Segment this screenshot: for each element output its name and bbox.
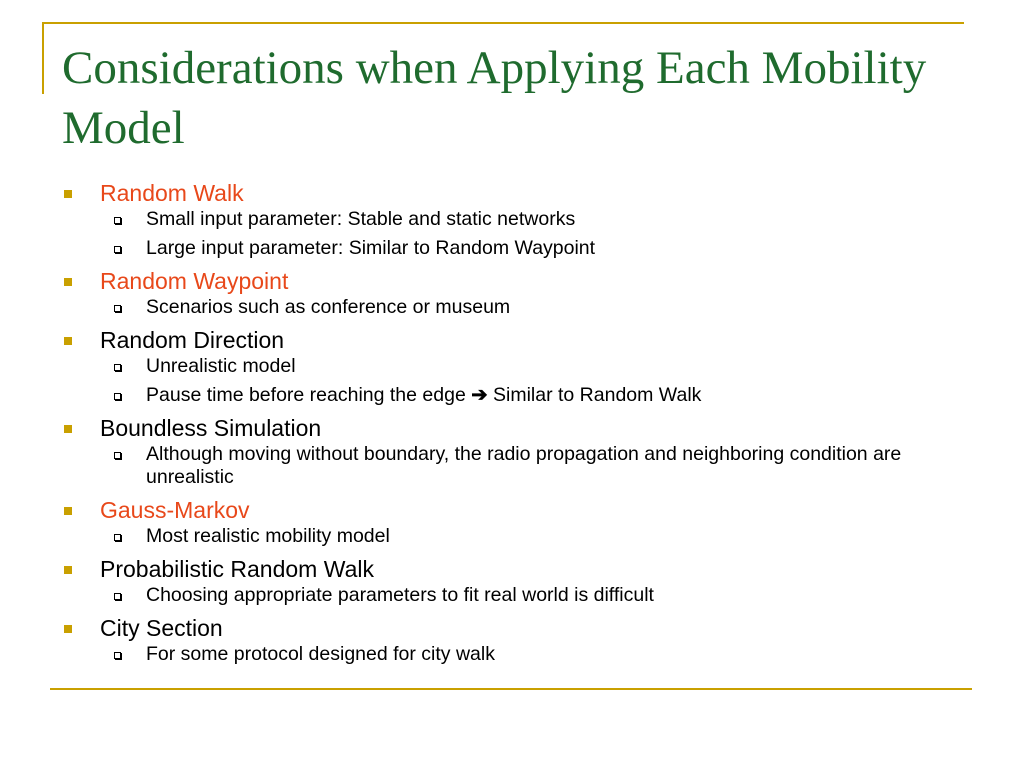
bullet-label: Boundless Simulation	[100, 415, 322, 441]
right-arrow-icon: ➔	[471, 384, 488, 406]
list-item	[62, 178, 982, 260]
sub-bullet-text: Pause time before reaching the edge	[146, 384, 466, 406]
sub-bullet-item	[62, 443, 982, 489]
bullet-list	[62, 178, 982, 672]
hollow-square-bullet-icon	[114, 246, 121, 253]
hollow-square-bullet-icon	[114, 652, 121, 659]
hollow-square-bullet-icon	[114, 534, 121, 541]
sub-bullet-item	[62, 384, 982, 407]
hollow-square-bullet-icon	[114, 217, 121, 224]
sub-bullet-text: Scenarios such as conference or museum	[146, 296, 511, 318]
hollow-square-bullet-icon	[114, 305, 121, 312]
square-bullet-icon	[64, 507, 72, 515]
top-rule	[42, 22, 964, 24]
list-item	[62, 266, 982, 319]
sub-bullet-item	[62, 584, 982, 607]
square-bullet-icon	[64, 337, 72, 345]
bullet-label: Random Waypoint	[100, 268, 289, 294]
hollow-square-bullet-icon	[114, 452, 121, 459]
bottom-rule	[50, 688, 972, 690]
sub-bullet-item	[62, 237, 982, 260]
list-item	[62, 325, 982, 407]
hollow-square-bullet-icon	[114, 593, 121, 600]
left-rule	[42, 22, 44, 94]
bullet-item	[62, 266, 982, 296]
square-bullet-icon	[64, 566, 72, 574]
bullet-label: Gauss-Markov	[100, 497, 250, 523]
sub-bullet-item	[62, 208, 982, 231]
hollow-square-bullet-icon	[114, 393, 121, 400]
bullet-item	[62, 413, 982, 443]
bullet-label: Random Walk	[100, 180, 244, 206]
sub-bullet-text: Large input parameter: Similar to Random Waypoint	[146, 237, 596, 259]
sub-bullet-text: For some protocol designed for city walk	[146, 643, 495, 665]
slide-title: Considerations when Applying Each Mobility Model	[62, 42, 927, 154]
sub-bullet-text: Unrealistic model	[146, 355, 296, 377]
sub-bullet-text: Choosing appropriate parameters to fit real world is difficult	[146, 584, 654, 606]
sub-bullet-text: Most realistic mobility model	[146, 525, 390, 547]
bullet-item	[62, 495, 982, 525]
square-bullet-icon	[64, 625, 72, 633]
list-item	[62, 554, 982, 607]
sub-bullet-text: Similar to Random Walk	[493, 384, 702, 406]
square-bullet-icon	[64, 425, 72, 433]
bullet-label: Random Direction	[100, 327, 285, 353]
bullet-item	[62, 325, 982, 355]
list-item	[62, 495, 982, 548]
bullet-item	[62, 554, 982, 584]
list-item	[62, 413, 982, 489]
bullet-item	[62, 613, 982, 643]
sub-bullet-text: Although moving without boundary, the radio propagation and neighboring condition are unrealistic	[146, 443, 902, 488]
sub-bullet-item	[62, 643, 982, 666]
square-bullet-icon	[64, 278, 72, 286]
sub-bullet-item	[62, 296, 982, 319]
sub-bullet-text: Small input parameter: Stable and static networks	[146, 208, 576, 230]
hollow-square-bullet-icon	[114, 364, 121, 371]
bullet-label: City Section	[100, 615, 223, 641]
sub-bullet-item	[62, 355, 982, 378]
bullet-label: Probabilistic Random Walk	[100, 556, 374, 582]
sub-bullet-item	[62, 525, 982, 548]
bullet-item	[62, 178, 982, 208]
square-bullet-icon	[64, 190, 72, 198]
list-item	[62, 613, 982, 666]
